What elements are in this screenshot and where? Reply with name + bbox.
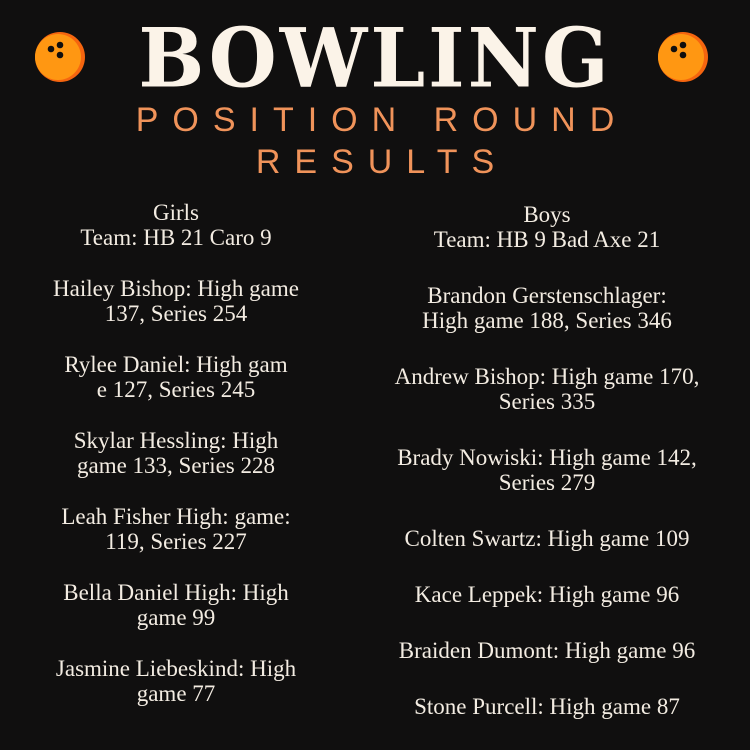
result-line: game 133, Series 228 xyxy=(76,453,275,478)
result-line: Braiden Dumont: High game 96 xyxy=(398,638,696,663)
girls-heading: Girls xyxy=(153,200,199,225)
girls-result-item xyxy=(0,352,352,402)
boys-header xyxy=(352,202,742,252)
girls-result-item xyxy=(0,656,352,706)
result-line: High game 188, Series 346 xyxy=(422,308,672,333)
result-line: Series 279 xyxy=(498,470,596,495)
result-line: Series 335 xyxy=(498,389,596,414)
boys-result-item xyxy=(352,638,742,663)
result-line: Colten Swartz: High game 109 xyxy=(404,526,690,551)
boys-result-item xyxy=(352,526,742,551)
boys-result-item xyxy=(352,445,742,495)
boys-result-item xyxy=(352,582,742,607)
result-line: Skylar Hessling: High xyxy=(73,428,279,453)
boys-result-item xyxy=(352,283,742,333)
girls-result-item xyxy=(0,580,352,630)
result-line: e 127, Series 245 xyxy=(96,377,256,402)
boys-heading: Boys xyxy=(523,202,571,227)
boys-team-score: Team: HB 9 Bad Axe 21 xyxy=(433,227,661,252)
girls-result-item xyxy=(0,504,352,554)
subtitle-line-2: RESULTS xyxy=(255,143,509,181)
girls-result-item xyxy=(0,276,352,326)
result-line: Hailey Bishop: High game xyxy=(53,276,299,301)
result-line: Brandon Gerstenschlager: xyxy=(427,283,667,308)
result-line: game 77 xyxy=(136,681,216,706)
result-line: Brady Nowiski: High game 142, xyxy=(397,445,697,470)
boys-column xyxy=(352,202,742,719)
result-line: Stone Purcell: High game 87 xyxy=(414,694,680,719)
boys-result-item xyxy=(352,694,742,719)
boys-result-item xyxy=(352,364,742,414)
result-line: 119, Series 227 xyxy=(105,529,247,554)
girls-header xyxy=(0,200,352,250)
result-line: Kace Leppek: High game 96 xyxy=(414,582,680,607)
girls-result-item xyxy=(0,428,352,478)
result-line: Rylee Daniel: High gam xyxy=(64,352,288,377)
girls-column xyxy=(0,200,352,706)
result-line: Andrew Bishop: High game 170, xyxy=(394,364,700,389)
subtitle-line-1: POSITION ROUND xyxy=(135,101,629,139)
girls-team-score: Team: HB 21 Caro 9 xyxy=(80,225,272,250)
result-line: Jasmine Liebeskind: High xyxy=(55,656,297,681)
page-title: BOWLING xyxy=(138,10,612,107)
result-line: Bella Daniel High: High xyxy=(63,580,289,605)
result-line: Leah Fisher High: game: xyxy=(61,504,291,529)
result-line: game 99 xyxy=(136,605,216,630)
result-line: 137, Series 254 xyxy=(104,301,248,326)
